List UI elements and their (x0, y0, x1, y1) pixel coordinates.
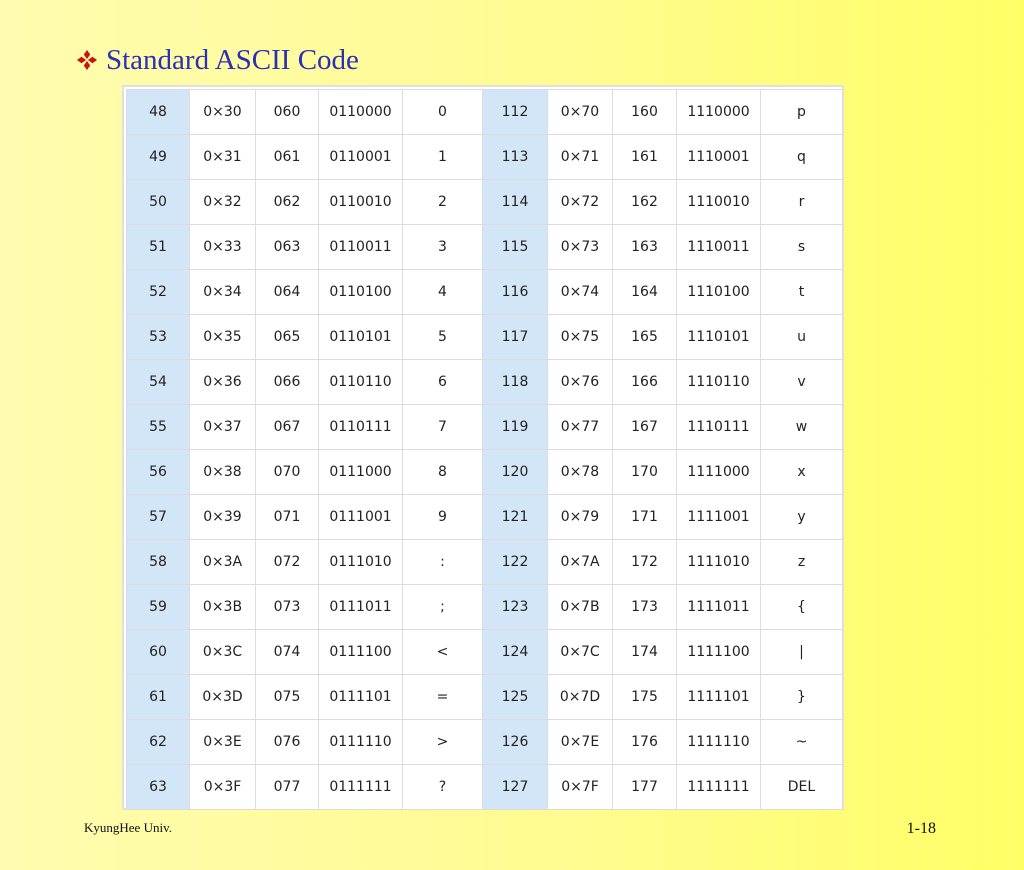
cell-char: 4 (403, 270, 483, 315)
cell-octal: 160 (613, 90, 677, 135)
cell-octal: 066 (256, 360, 319, 405)
cell-hex: 0×32 (190, 180, 256, 225)
cell-octal: 170 (613, 450, 677, 495)
cell-octal: 076 (256, 720, 319, 765)
cell-hex: 0×7E (548, 720, 613, 765)
cell-binary: 1111010 (677, 540, 761, 585)
cell-octal: 177 (613, 765, 677, 810)
cell-decimal: 55 (127, 405, 190, 450)
cell-hex: 0×7B (548, 585, 613, 630)
cell-binary: 0111010 (319, 540, 403, 585)
cell-char: 6 (403, 360, 483, 405)
cell-octal: 062 (256, 180, 319, 225)
table-row (127, 270, 843, 315)
cell-char: 3 (403, 225, 483, 270)
cell-decimal: 121 (483, 495, 548, 540)
cell-binary: 1110000 (677, 90, 761, 135)
cell-hex: 0×75 (548, 315, 613, 360)
cell-decimal: 57 (127, 495, 190, 540)
cell-octal: 176 (613, 720, 677, 765)
cell-char: ; (403, 585, 483, 630)
cell-binary: 1110100 (677, 270, 761, 315)
cell-hex: 0×39 (190, 495, 256, 540)
cell-binary: 1110001 (677, 135, 761, 180)
table-row (127, 495, 843, 540)
table-row (127, 585, 843, 630)
cell-decimal: 60 (127, 630, 190, 675)
cell-char: r (761, 180, 843, 225)
cell-octal: 060 (256, 90, 319, 135)
cell-binary: 1110011 (677, 225, 761, 270)
cell-decimal: 123 (483, 585, 548, 630)
cell-decimal: 127 (483, 765, 548, 810)
cell-octal: 067 (256, 405, 319, 450)
cell-hex: 0×72 (548, 180, 613, 225)
cell-decimal: 48 (127, 90, 190, 135)
cell-binary: 0110010 (319, 180, 403, 225)
cell-char: : (403, 540, 483, 585)
cell-char: < (403, 630, 483, 675)
ascii-table-frame (122, 85, 844, 810)
cell-octal: 071 (256, 495, 319, 540)
cell-decimal: 126 (483, 720, 548, 765)
cell-binary: 1111110 (677, 720, 761, 765)
cell-char: y (761, 495, 843, 540)
cell-hex: 0×35 (190, 315, 256, 360)
cell-char: q (761, 135, 843, 180)
table-row (127, 405, 843, 450)
slide-title: Standard ASCII Code (106, 43, 359, 76)
cell-octal: 171 (613, 495, 677, 540)
cell-decimal: 119 (483, 405, 548, 450)
cell-binary: 0110100 (319, 270, 403, 315)
cell-binary: 1111000 (677, 450, 761, 495)
cell-char: { (761, 585, 843, 630)
cell-octal: 167 (613, 405, 677, 450)
cell-char: u (761, 315, 843, 360)
cell-binary: 0111110 (319, 720, 403, 765)
table-row (127, 90, 843, 135)
cell-decimal: 58 (127, 540, 190, 585)
cell-decimal: 63 (127, 765, 190, 810)
cell-hex: 0×36 (190, 360, 256, 405)
cell-char: v (761, 360, 843, 405)
cell-hex: 0×3A (190, 540, 256, 585)
cell-char: DEL (761, 765, 843, 810)
cell-hex: 0×37 (190, 405, 256, 450)
table-row (127, 225, 843, 270)
cell-octal: 070 (256, 450, 319, 495)
table-row (127, 765, 843, 810)
cell-decimal: 56 (127, 450, 190, 495)
cell-binary: 1110101 (677, 315, 761, 360)
table-row (127, 675, 843, 720)
cell-decimal: 113 (483, 135, 548, 180)
cell-octal: 175 (613, 675, 677, 720)
ascii-table-body (127, 90, 843, 810)
cell-binary: 1110010 (677, 180, 761, 225)
cell-decimal: 125 (483, 675, 548, 720)
cell-hex: 0×34 (190, 270, 256, 315)
cell-binary: 1111100 (677, 630, 761, 675)
ascii-table (126, 89, 843, 810)
cell-char: s (761, 225, 843, 270)
cell-octal: 174 (613, 630, 677, 675)
cell-char: | (761, 630, 843, 675)
cell-hex: 0×7F (548, 765, 613, 810)
cell-binary: 0111100 (319, 630, 403, 675)
cell-hex: 0×31 (190, 135, 256, 180)
cell-char: 0 (403, 90, 483, 135)
cell-char: w (761, 405, 843, 450)
cell-hex: 0×38 (190, 450, 256, 495)
cell-decimal: 124 (483, 630, 548, 675)
cell-octal: 077 (256, 765, 319, 810)
cell-octal: 173 (613, 585, 677, 630)
cell-octal: 162 (613, 180, 677, 225)
cell-hex: 0×3E (190, 720, 256, 765)
cell-hex: 0×7D (548, 675, 613, 720)
cell-char: t (761, 270, 843, 315)
cell-decimal: 62 (127, 720, 190, 765)
cell-char: } (761, 675, 843, 720)
cell-hex: 0×7A (548, 540, 613, 585)
cell-binary: 1110111 (677, 405, 761, 450)
footer-page-number: 1-18 (906, 820, 936, 837)
cell-hex: 0×33 (190, 225, 256, 270)
cell-hex: 0×70 (548, 90, 613, 135)
cell-char: 8 (403, 450, 483, 495)
cell-decimal: 117 (483, 315, 548, 360)
cell-binary: 0111000 (319, 450, 403, 495)
cell-decimal: 53 (127, 315, 190, 360)
cell-decimal: 59 (127, 585, 190, 630)
cell-hex: 0×3C (190, 630, 256, 675)
cell-hex: 0×77 (548, 405, 613, 450)
cell-binary: 1110110 (677, 360, 761, 405)
table-row (127, 540, 843, 585)
cell-octal: 166 (613, 360, 677, 405)
table-row (127, 630, 843, 675)
table-row (127, 315, 843, 360)
cell-octal: 074 (256, 630, 319, 675)
cell-hex: 0×3D (190, 675, 256, 720)
cell-hex: 0×30 (190, 90, 256, 135)
cell-octal: 165 (613, 315, 677, 360)
cell-hex: 0×3F (190, 765, 256, 810)
cell-octal: 072 (256, 540, 319, 585)
slide-title-row (76, 40, 359, 80)
cell-octal: 161 (613, 135, 677, 180)
cell-binary: 0110011 (319, 225, 403, 270)
cell-char: > (403, 720, 483, 765)
cell-hex: 0×78 (548, 450, 613, 495)
cell-decimal: 118 (483, 360, 548, 405)
cell-char: 7 (403, 405, 483, 450)
cell-decimal: 115 (483, 225, 548, 270)
cell-char: 9 (403, 495, 483, 540)
cell-hex: 0×76 (548, 360, 613, 405)
cell-hex: 0×3B (190, 585, 256, 630)
cell-binary: 1111001 (677, 495, 761, 540)
cell-hex: 0×7C (548, 630, 613, 675)
cell-char: ? (403, 765, 483, 810)
cell-binary: 1111101 (677, 675, 761, 720)
cell-binary: 1111111 (677, 765, 761, 810)
cell-octal: 065 (256, 315, 319, 360)
cell-binary: 0110001 (319, 135, 403, 180)
cell-binary: 0111011 (319, 585, 403, 630)
cell-decimal: 114 (483, 180, 548, 225)
cell-char: = (403, 675, 483, 720)
cell-octal: 075 (256, 675, 319, 720)
cell-hex: 0×73 (548, 225, 613, 270)
four-petal-diamond-icon (76, 49, 98, 71)
table-row (127, 180, 843, 225)
cell-decimal: 54 (127, 360, 190, 405)
cell-decimal: 112 (483, 90, 548, 135)
cell-octal: 061 (256, 135, 319, 180)
table-row (127, 135, 843, 180)
cell-binary: 0110110 (319, 360, 403, 405)
cell-char: z (761, 540, 843, 585)
cell-binary: 0110111 (319, 405, 403, 450)
cell-char: 2 (403, 180, 483, 225)
cell-char: p (761, 90, 843, 135)
cell-hex: 0×71 (548, 135, 613, 180)
cell-char: ~ (761, 720, 843, 765)
cell-binary: 0111111 (319, 765, 403, 810)
cell-decimal: 116 (483, 270, 548, 315)
cell-octal: 064 (256, 270, 319, 315)
cell-decimal: 61 (127, 675, 190, 720)
cell-decimal: 120 (483, 450, 548, 495)
cell-binary: 0111001 (319, 495, 403, 540)
cell-hex: 0×79 (548, 495, 613, 540)
cell-hex: 0×74 (548, 270, 613, 315)
cell-binary: 1111011 (677, 585, 761, 630)
cell-decimal: 49 (127, 135, 190, 180)
footer-institution: KyungHee Univ. (84, 820, 172, 835)
cell-octal: 063 (256, 225, 319, 270)
cell-octal: 164 (613, 270, 677, 315)
cell-char: x (761, 450, 843, 495)
table-row (127, 360, 843, 405)
cell-char: 5 (403, 315, 483, 360)
cell-octal: 172 (613, 540, 677, 585)
cell-octal: 163 (613, 225, 677, 270)
cell-decimal: 51 (127, 225, 190, 270)
table-row (127, 450, 843, 495)
cell-char: 1 (403, 135, 483, 180)
cell-binary: 0110000 (319, 90, 403, 135)
cell-decimal: 122 (483, 540, 548, 585)
cell-octal: 073 (256, 585, 319, 630)
cell-binary: 0111101 (319, 675, 403, 720)
cell-decimal: 52 (127, 270, 190, 315)
cell-binary: 0110101 (319, 315, 403, 360)
cell-decimal: 50 (127, 180, 190, 225)
table-row (127, 720, 843, 765)
